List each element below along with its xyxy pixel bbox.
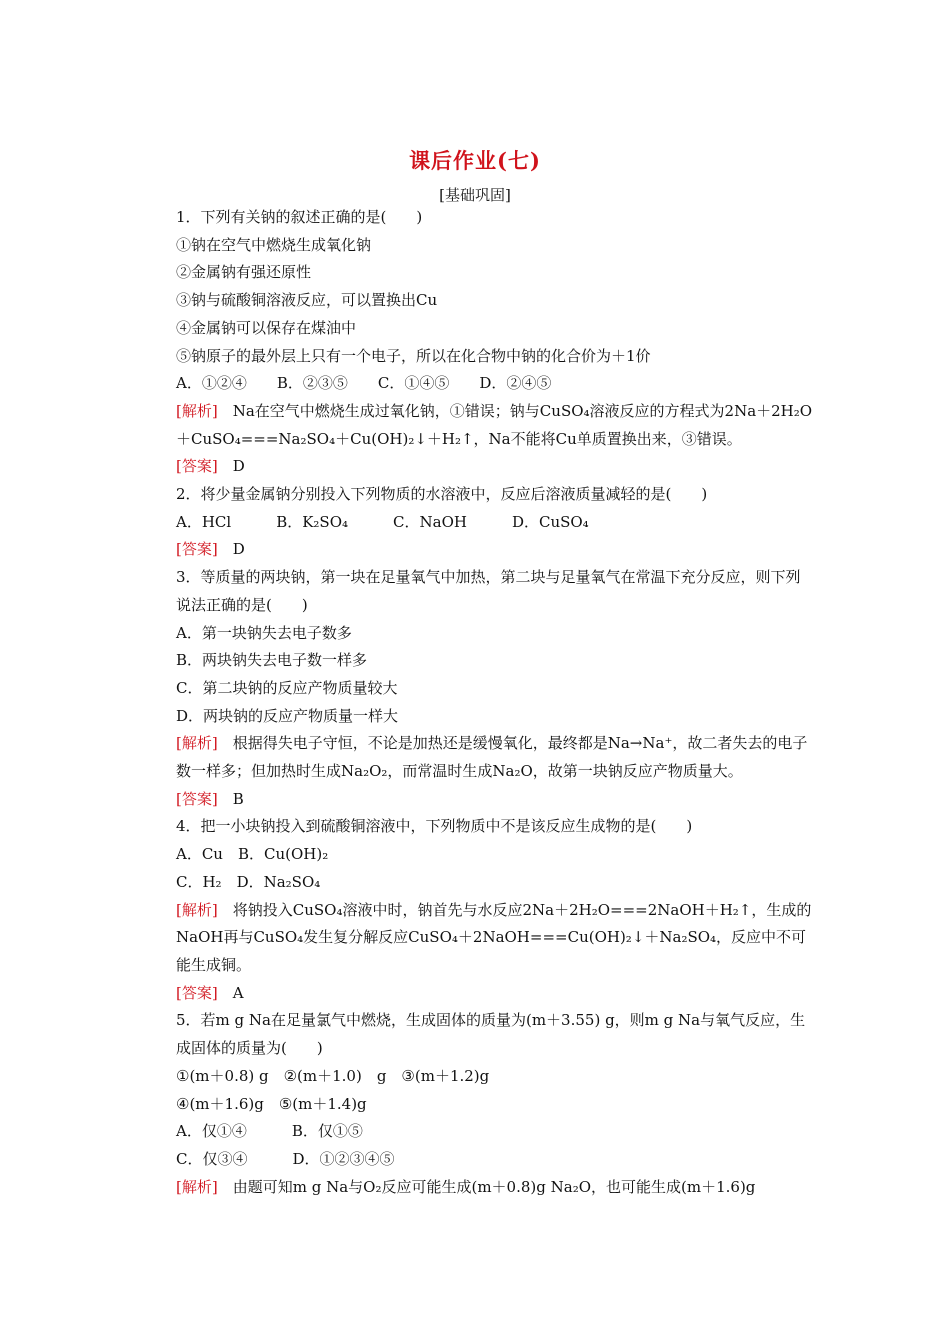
question-2: 2．将少量金属钠分别投入下列物质的水溶液中，反应后溶液质量减轻的是( ) — [176, 485, 708, 504]
answer-tag: [答案] — [176, 789, 218, 808]
option-3b: B．两块钠失去电子数一样多 — [176, 651, 368, 670]
analysis-text: Na在空气中燃烧生成过氧化钠，①错误；钠与CuSO₄溶液反应的方程式为2Na＋2H₂O＋CuSO₄===Na₂SO₄＋Cu(OH)₂↓＋H₂↑，Na不能将Cu单质置换出来，③错误。 — [176, 401, 813, 448]
page-title: 课后作业(七) — [409, 148, 541, 173]
analysis-text: 将钠投入CuSO₄溶液中时，钠首先与水反应2Na＋2H₂O===2NaOH＋H₂↑，生成的NaOH再与CuSO₄发生复分解反应CuSO₄＋2NaOH===Cu(OH)₂↓＋Na₂SO₄，反应中不可能生成铜。 — [176, 900, 812, 974]
choices-5a: ①(m＋0.8) g ②(m＋1.0) g ③(m＋1.2)g — [176, 1066, 490, 1085]
answer-3 — [146, 786, 814, 814]
analysis-text: 根据得失电子守恒，不论是加热还是缓慢氧化，最终都是Na→Na⁺，故二者失去的电子数一样多；但加热时生成Na₂O₂，而常温时生成Na₂O，故第一块钠反应产物质量大。 — [176, 734, 808, 781]
option-3a: A．第一块钠失去电子数多 — [176, 623, 352, 642]
answer-text: A — [232, 983, 244, 1002]
question-5: 5．若m g Na在足量氯气中燃烧，生成固体的质量为(m＋3.55) g，则m g Na与氧气反应，生成固体的质量为( ) — [176, 1011, 806, 1058]
answer-tag: [答案] — [176, 540, 218, 559]
options-4ab: A．Cu B．Cu(OH)₂ — [176, 845, 329, 864]
options-5cd: C．仅③④ D．①②③④⑤ — [176, 1149, 395, 1168]
statement-1: ①钠在空气中燃烧生成氧化钠 — [176, 235, 372, 254]
statement-2: ②金属钠有强还原性 — [176, 263, 312, 282]
statement-3: ③钠与硫酸铜溶液反应，可以置换出Cu — [176, 291, 438, 310]
answer-2 — [146, 536, 814, 564]
analysis-3 — [146, 730, 814, 785]
question-4: 4．把一小块钠投入到硫酸铜溶液中，下列物质中不是该反应生成物的是( ) — [176, 817, 693, 836]
option-3c: C．第二块钠的反应产物质量较大 — [176, 678, 398, 697]
option-3d: D．两块钠的反应产物质量一样大 — [176, 706, 399, 725]
choices-5b: ④(m＋1.6)g ⑤(m＋1.4)g — [176, 1094, 367, 1113]
options-5ab: A．仅①④ B．仅①⑤ — [176, 1122, 363, 1141]
answer-4 — [146, 980, 814, 1008]
answer-tag: [答案] — [176, 983, 218, 1002]
section-heading: [基础巩固] — [439, 186, 511, 204]
answer-tag: [答案] — [176, 457, 218, 476]
options-1: A．①②④ B．②③⑤ C．①④⑤ D．②④⑤ — [176, 374, 552, 393]
options-2: A．HCl B．K₂SO₄ C．NaOH D．CuSO₄ — [176, 512, 589, 531]
analysis-tag: [解析] — [176, 734, 218, 753]
answer-text: D — [232, 457, 245, 476]
analysis-tag: [解析] — [176, 1177, 218, 1196]
answer-text: D — [232, 540, 245, 559]
document-body — [146, 204, 814, 1201]
statement-4: ④金属钠可以保存在煤油中 — [176, 318, 357, 337]
analysis-1 — [146, 398, 814, 453]
analysis-5 — [146, 1174, 814, 1202]
analysis-4 — [146, 897, 814, 980]
question-1: 1．下列有关钠的叙述正确的是( ) — [176, 208, 423, 226]
question-3: 3．等质量的两块钠，第一块在足量氧气中加热，第二块与足量氧气在常温下充分反应，则下列说法正确的是( ) — [176, 568, 801, 614]
statement-5: ⑤钠原子的最外层上只有一个电子，所以在化合物中钠的化合价为＋1价 — [176, 346, 651, 365]
options-4cd: C．H₂ D．Na₂SO₄ — [176, 872, 321, 891]
analysis-text: 由题可知m g Na与O₂反应可能生成(m＋0.8)g Na₂O，也可能生成(m＋1.6)g — [232, 1177, 756, 1196]
analysis-tag: [解析] — [176, 401, 218, 420]
answer-text: B — [232, 789, 244, 808]
analysis-tag: [解析] — [176, 900, 218, 919]
answer-1 — [146, 453, 814, 481]
